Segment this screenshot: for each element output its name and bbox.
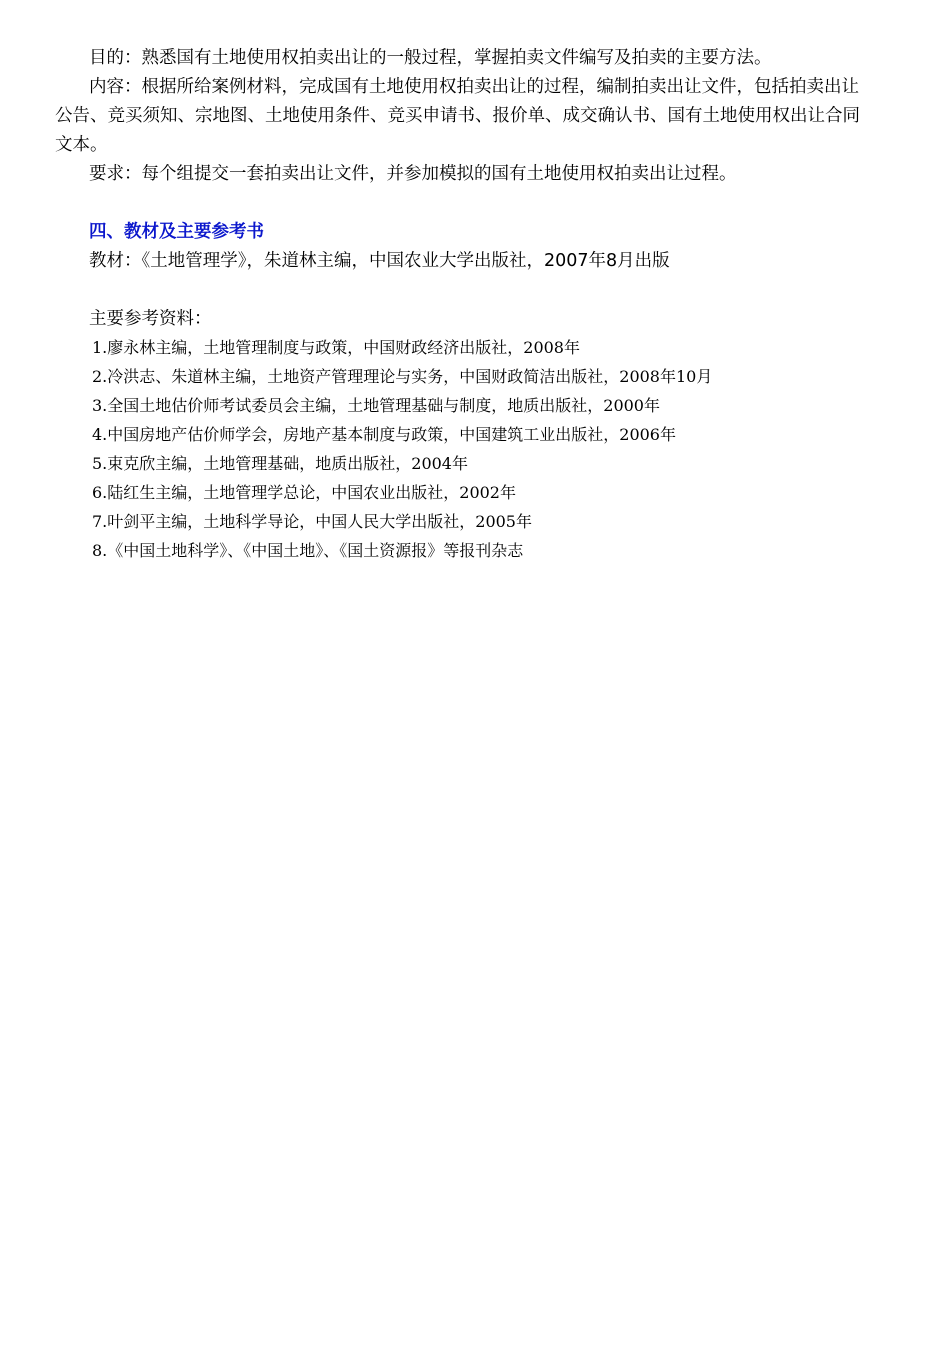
reference-item: 1.廖永林主编，土地管理制度与政策，中国财政经济出版社，2008年 (92, 338, 580, 357)
section-heading-textbooks: 四、教材及主要参考书 (89, 222, 264, 242)
reference-item: 6.陆红生主编，土地管理学总论，中国农业出版社，2002年 (92, 483, 516, 502)
references-label: 主要参考资料： (89, 309, 212, 329)
reference-item: 5.束克欣主编，土地管理基础，地质出版社，2004年 (92, 454, 468, 473)
reference-item: 8.《中国土地科学》、《中国土地》、《国土资源报》等报刊杂志 (92, 541, 524, 560)
reference-item: 7.叶剑平主编，土地科学导论，中国人民大学出版社，2005年 (92, 512, 532, 531)
reference-item: 4.中国房地产估价师学会，房地产基本制度与政策，中国建筑工业出版社，2006年 (92, 425, 676, 444)
textbook-line: 教材：《土地管理学》，朱道林主编，中国农业大学出版社，2007年8月出版 (89, 251, 670, 271)
reference-item: 3.全国土地估价师考试委员会主编，土地管理基础与制度，地质出版社，2000年 (92, 396, 660, 415)
requirement-paragraph: 要求：每个组提交一套拍卖出让文件，并参加模拟的国有土地使用权拍卖出让过程。 (89, 164, 737, 184)
reference-item: 2.冷洪志、朱道林主编，土地资产管理理论与实务，中国财政简洁出版社，2008年10月 (92, 367, 713, 386)
content-paragraph: 内容：根据所给案例材料，完成国有土地使用权拍卖出让的过程，编制拍卖出让文件，包括拍卖出让公告、竞买须知、宗地图、土地使用条件、竞买申请书、报价单、成交确认书、国有土地使用权出让合同文本。 (55, 77, 860, 155)
purpose-paragraph: 目的：熟悉国有土地使用权拍卖出让的一般过程，掌握拍卖文件编写及拍卖的主要方法。 (89, 48, 772, 68)
